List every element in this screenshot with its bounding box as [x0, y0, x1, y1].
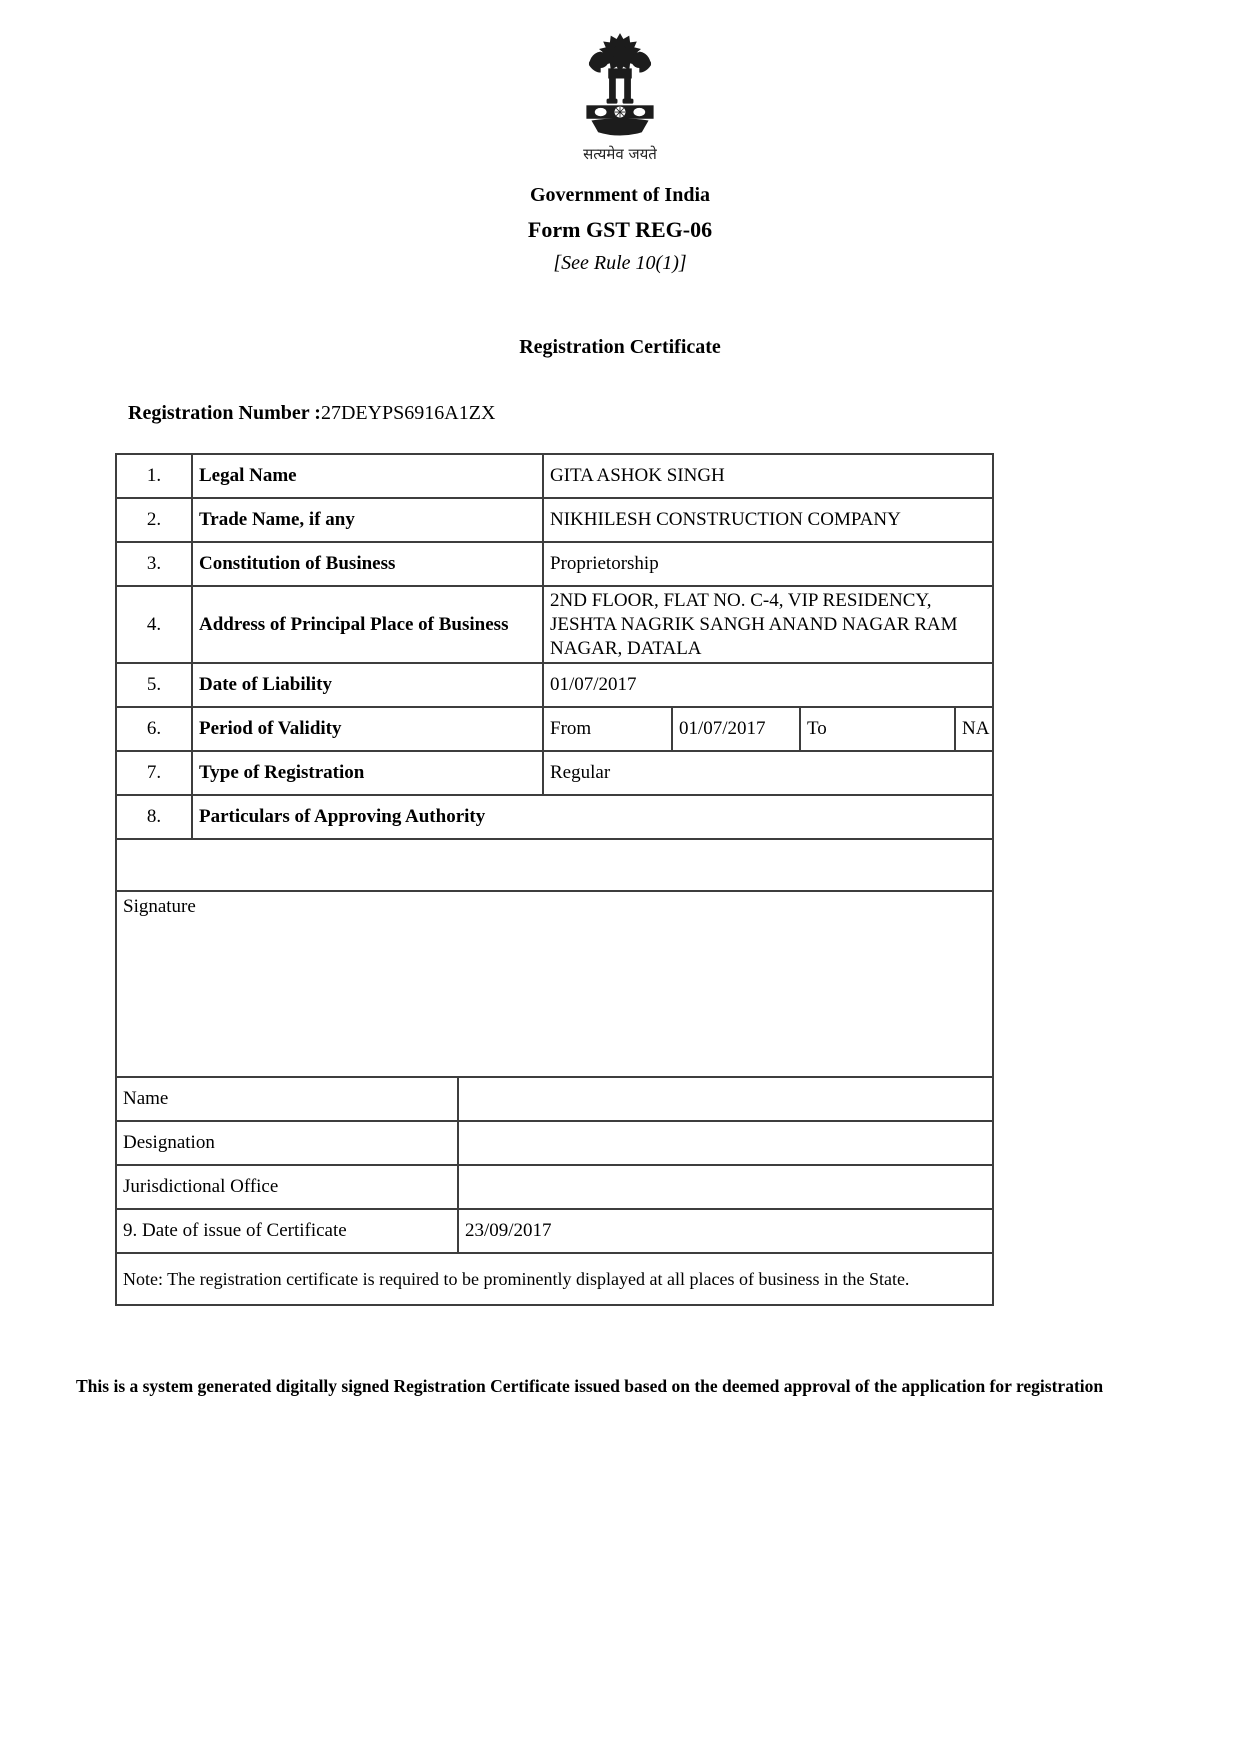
row-number: 7.: [116, 751, 192, 795]
india-emblem-icon: [578, 30, 662, 142]
row-label: Particulars of Approving Authority: [192, 795, 993, 839]
table-row-signature: [116, 891, 993, 1077]
row-label: Period of Validity: [192, 707, 543, 751]
table-row-name: [116, 1077, 993, 1121]
table-row-empty: [116, 839, 993, 891]
row-label: Constitution of Business: [192, 542, 543, 586]
system-generated-disclaimer: This is a system generated digitally signed Registration Certificate issued based on the deemed approval of the application for registration: [76, 1376, 1104, 1396]
name-value: [458, 1077, 993, 1121]
constitution-value: Proprietorship: [543, 542, 993, 586]
row-label: Type of Registration: [192, 751, 543, 795]
table-row-type-of-registration: [116, 751, 993, 795]
note-text: Note: The registration certificate is required to be prominently displayed at all places of business in the State.: [116, 1253, 993, 1305]
table-row-constitution: [116, 542, 993, 586]
certificate-title: Registration Certificate: [519, 336, 721, 358]
validity-from-value: 01/07/2017: [672, 707, 800, 751]
jurisdictional-office-value: [458, 1165, 993, 1209]
row-number: 4.: [116, 586, 192, 663]
name-label: Name: [116, 1077, 458, 1121]
table-row-jurisdictional-office: [116, 1165, 993, 1209]
row-number: 1.: [116, 454, 192, 498]
table-row-designation: [116, 1121, 993, 1165]
registration-number-line: [128, 402, 495, 425]
row-label: Trade Name, if any: [192, 498, 543, 542]
date-of-issue-value: 23/09/2017: [458, 1209, 993, 1253]
row-number: 2.: [116, 498, 192, 542]
legal-name-value: GITA ASHOK SINGH: [543, 454, 993, 498]
certificate-table: [115, 453, 994, 1306]
date-of-liability-value: 01/07/2017: [543, 663, 993, 707]
validity-to-value: NA: [955, 707, 993, 751]
government-title: Government of India: [530, 184, 710, 206]
table-row-date-of-liability: [116, 663, 993, 707]
row-number: 6.: [116, 707, 192, 751]
row-number: 3.: [116, 542, 192, 586]
table-row-note: [116, 1253, 993, 1305]
trade-name-value: NIKHILESH CONSTRUCTION COMPANY: [543, 498, 993, 542]
form-title: Form GST REG-06: [527, 217, 713, 242]
signature-cell: Signature: [116, 891, 993, 1077]
row-label: Date of Liability: [192, 663, 543, 707]
empty-cell: [116, 839, 993, 891]
validity-to-label: To: [800, 707, 955, 751]
row-number: 5.: [116, 663, 192, 707]
emblem-motto: सत्यमेव जयते: [583, 145, 657, 163]
date-of-issue-label: 9. Date of issue of Certificate: [116, 1209, 458, 1253]
address-value: 2ND FLOOR, FLAT NO. C-4, VIP RESIDENCY, JESHTA NAGRIK SANGH ANAND NAGAR RAM NAGAR, DATALA: [543, 586, 993, 663]
designation-value: [458, 1121, 993, 1165]
row-number: 8.: [116, 795, 192, 839]
jurisdictional-office-label: Jurisdictional Office: [116, 1165, 458, 1209]
validity-from-label: From: [543, 707, 672, 751]
table-row-address: [116, 586, 993, 663]
table-row-period-of-validity: [116, 707, 993, 751]
table-row-trade-name: [116, 498, 993, 542]
table-row-date-of-issue: [116, 1209, 993, 1253]
designation-label: Designation: [116, 1121, 458, 1165]
table-row-approving-authority: [116, 795, 993, 839]
registration-number-value: 27DEYPS6916A1ZX: [320, 402, 496, 424]
row-label: Address of Principal Place of Business: [192, 586, 543, 663]
type-of-registration-value: Regular: [543, 751, 993, 795]
registration-number-label: Registration Number :: [128, 402, 321, 424]
row-label: Legal Name: [192, 454, 543, 498]
rule-reference: [See Rule 10(1)]: [553, 252, 687, 274]
table-row-legal-name: [116, 454, 993, 498]
